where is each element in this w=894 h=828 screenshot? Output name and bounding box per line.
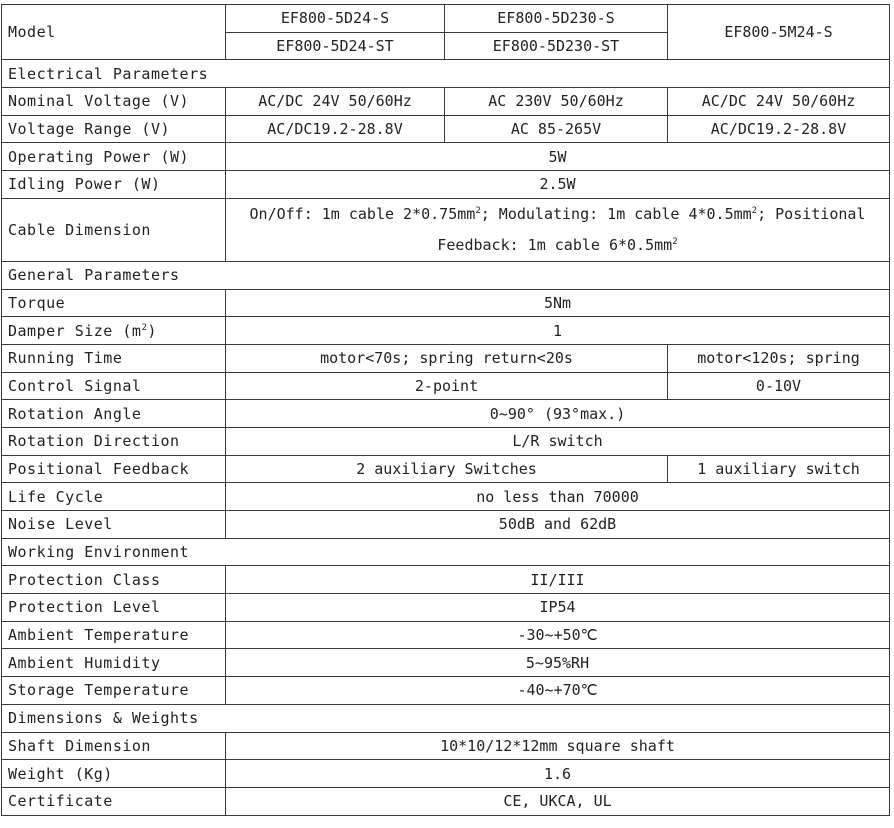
spec-row	[2, 88, 890, 116]
protection-class-label: Protection Class	[2, 566, 226, 594]
cable-modulating-text: ; Modulating: 1m cable 4*0.5mm	[480, 204, 752, 223]
nominal-voltage-label: Nominal Voltage (V)	[2, 88, 226, 116]
section-dimensions-weights: Dimensions & Weights	[2, 704, 890, 732]
operating-power-value: 5W	[226, 143, 890, 171]
spec-row	[2, 400, 890, 428]
spec-row	[2, 677, 890, 705]
voltage-range-value-2: AC 85-265V	[445, 115, 668, 143]
noise-level-value: 50dB and 62dB	[226, 511, 890, 539]
spec-row	[2, 344, 890, 372]
section-working-environment: Working Environment	[2, 538, 890, 566]
ambient-temperature-value: -30~+50℃	[226, 621, 890, 649]
life-cycle-value: no less than 70000	[226, 483, 890, 511]
ambient-temperature-label: Ambient Temperature	[2, 621, 226, 649]
spec-row	[2, 787, 890, 815]
positional-feedback-value-2: 1 auxiliary switch	[668, 455, 890, 483]
cable-onoff-text: On/Off: 1m cable 2*0.75mm	[249, 204, 476, 223]
model-row-1	[2, 5, 890, 33]
positional-feedback-value-1: 2 auxiliary Switches	[226, 455, 668, 483]
section-row	[2, 60, 890, 88]
model-ef800-5d230-s: EF800-5D230-S	[445, 5, 668, 33]
weight-value: 1.6	[226, 760, 890, 788]
cable-feedback-text: ; Positional Feedback: 1m cable 6*0.5mm	[437, 204, 866, 254]
ambient-humidity-label: Ambient Humidity	[2, 649, 226, 677]
torque-value: 5Nm	[226, 289, 890, 317]
damper-label-superscript: 2	[141, 322, 148, 333]
section-electrical-parameters: Electrical Parameters	[2, 60, 890, 88]
spec-row	[2, 143, 890, 171]
certificate-value: CE, UKCA, UL	[226, 787, 890, 815]
voltage-range-label: Voltage Range (V)	[2, 115, 226, 143]
spec-row	[2, 483, 890, 511]
spec-row	[2, 511, 890, 539]
spec-row	[2, 317, 890, 345]
positional-feedback-label: Positional Feedback	[2, 455, 226, 483]
nominal-voltage-value-1: AC/DC 24V 50/60Hz	[226, 88, 445, 116]
damper-label-close: )	[147, 321, 157, 340]
cable-dimension-label: Cable Dimension	[2, 198, 226, 261]
shaft-dimension-value: 10*10/12*12mm square shaft	[226, 732, 890, 760]
spec-row	[2, 171, 890, 199]
spec-row	[2, 566, 890, 594]
model-ef800-5d24-s: EF800-5D24-S	[226, 5, 445, 33]
idling-power-value: 2.5W	[226, 171, 890, 199]
damper-size-label	[2, 317, 226, 345]
spec-row	[2, 427, 890, 455]
control-signal-value-2: 0-10V	[668, 372, 890, 400]
damper-size-value: 1	[226, 317, 890, 345]
nominal-voltage-value-2: AC 230V 50/60Hz	[445, 88, 668, 116]
spec-row	[2, 621, 890, 649]
noise-level-label: Noise Level	[2, 511, 226, 539]
voltage-range-value-1: AC/DC19.2-28.8V	[226, 115, 445, 143]
control-signal-value-1: 2-point	[226, 372, 668, 400]
life-cycle-label: Life Cycle	[2, 483, 226, 511]
ambient-humidity-value: 5~95%RH	[226, 649, 890, 677]
protection-level-value: IP54	[226, 594, 890, 622]
certificate-label: Certificate	[2, 787, 226, 815]
spec-row	[2, 289, 890, 317]
section-row	[2, 538, 890, 566]
spec-row	[2, 455, 890, 483]
cable-feedback-superscript: 2	[672, 236, 678, 247]
protection-class-value: II/III	[226, 566, 890, 594]
spec-row	[2, 115, 890, 143]
storage-temperature-label: Storage Temperature	[2, 677, 226, 705]
spec-row	[2, 594, 890, 622]
storage-temperature-value: -40~+70℃	[226, 677, 890, 705]
spec-row	[2, 198, 890, 261]
spec-table	[1, 4, 890, 816]
running-time-label: Running Time	[2, 344, 226, 372]
running-time-value-2: motor<120s; spring	[668, 344, 890, 372]
operating-power-label: Operating Power (W)	[2, 143, 226, 171]
section-row	[2, 704, 890, 732]
rotation-angle-value: 0~90° (93°max.)	[226, 400, 890, 428]
rotation-direction-label: Rotation Direction	[2, 427, 226, 455]
model-ef800-5d24-st: EF800-5D24-ST	[226, 32, 445, 60]
rotation-angle-label: Rotation Angle	[2, 400, 226, 428]
cable-onoff-superscript: 2	[475, 205, 481, 216]
shaft-dimension-label: Shaft Dimension	[2, 732, 226, 760]
model-ef800-5d230-st: EF800-5D230-ST	[445, 32, 668, 60]
model-label: Model	[2, 5, 226, 60]
weight-label: Weight (Kg)	[2, 760, 226, 788]
running-time-value-1: motor<70s; spring return<20s	[226, 344, 668, 372]
model-ef800-5m24-s: EF800-5M24-S	[668, 5, 890, 60]
cable-dimension-value	[226, 198, 890, 261]
cable-modulating-superscript: 2	[751, 205, 758, 216]
rotation-direction-value: L/R switch	[226, 427, 890, 455]
voltage-range-value-3: AC/DC19.2-28.8V	[668, 115, 890, 143]
spec-row	[2, 732, 890, 760]
protection-level-label: Protection Level	[2, 594, 226, 622]
section-general-parameters: General Parameters	[2, 261, 890, 289]
nominal-voltage-value-3: AC/DC 24V 50/60Hz	[668, 88, 890, 116]
spec-row	[2, 649, 890, 677]
spec-row	[2, 760, 890, 788]
idling-power-label: Idling Power (W)	[2, 171, 226, 199]
spec-row	[2, 372, 890, 400]
damper-label-text: Damper Size (m	[8, 321, 142, 340]
torque-label: Torque	[2, 289, 226, 317]
section-row	[2, 261, 890, 289]
control-signal-label: Control Signal	[2, 372, 226, 400]
